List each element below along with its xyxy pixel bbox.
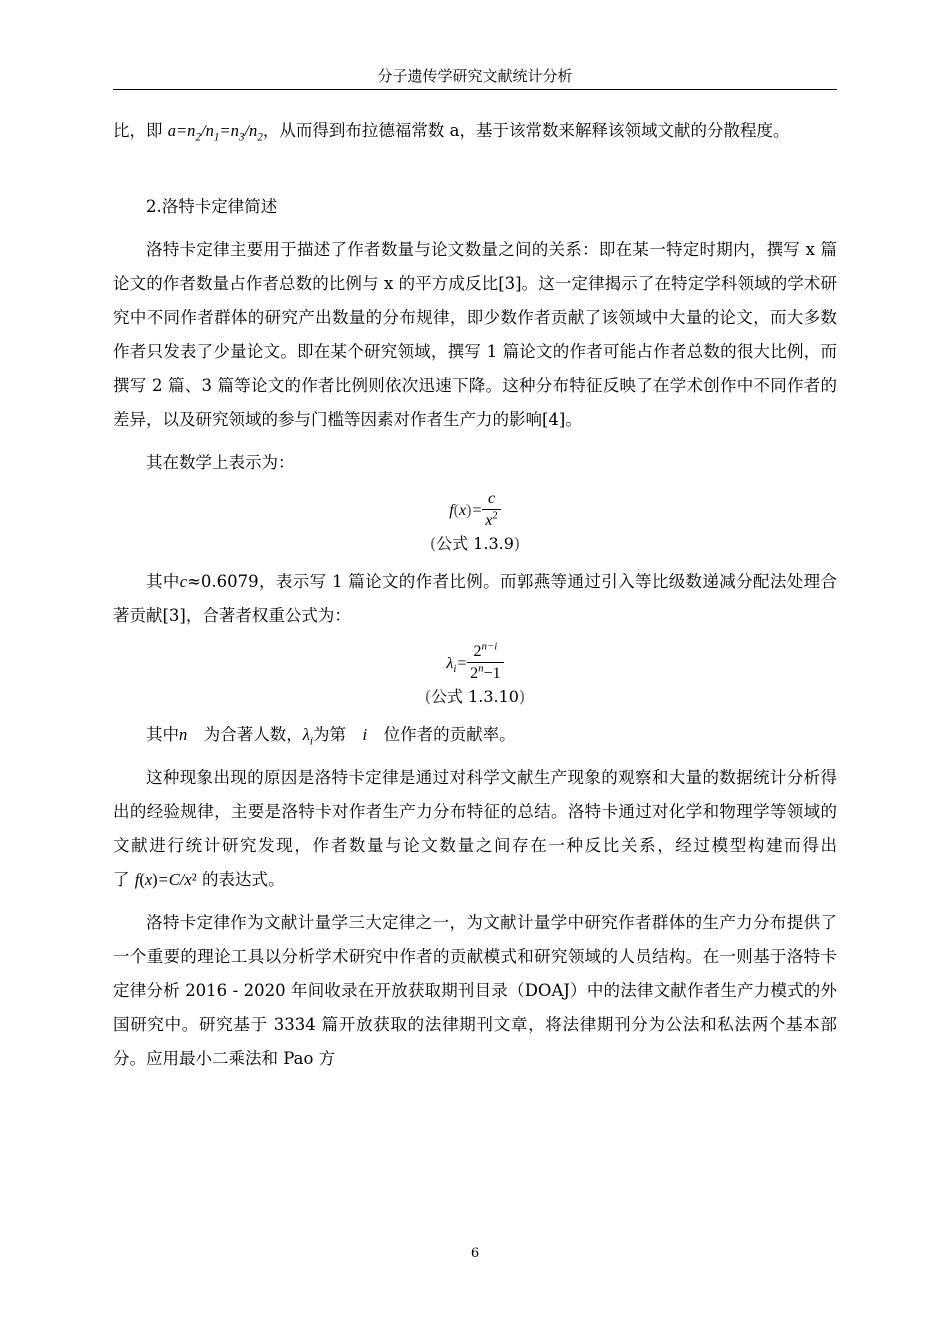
header-rule	[113, 89, 837, 90]
formula-weight: $\lambda_i=$ $\frac{2^{n-i}}{2^n-1}$	[113, 642, 837, 685]
paragraph-3: 其中c≈0.6079，表示写 1 篇论文的作者比例。而郭燕等通过引入等比级数递减分配法处理合著贡献[3]，合著者权重公式为：	[113, 572, 838, 625]
paragraph-5: 这种现象出现的原因是洛特卡定律是通过对科学文献生产现象的观察和大量的数据统计分析得出的经验规律，主要是洛特卡对作者生产力分布特征的总结。洛特卡通过对化学和物理学等领域的文献进行统计研究发现，作者数量与论文数量之间存在一种反比关系，经过模型构建而得出了 f(x)=C/x² 的表达式。	[113, 768, 837, 889]
paragraph-1: 洛特卡定律主要用于描述了作者数量与论文数量之间的关系：即在某一特定时期内，撰写 x 篇论文的作者数量占作者总数的比例与 x 的平方成反比[3]。这一定律揭示了在特定学科领域的学术研究中不同作者群体的研究产出数量的分布规律，即少数作者贡献了该领域中大量的论文，而大多数作者只发表了少量论文。即在某个研究领域，撰写 1 篇论文的作者可能占作者总数的很大比例，而撰写 2 篇、3 篇等论文的作者比例则依次迅速下降。这种分布特征反映了在学术创作中不同作者的差异，以及研究领域的参与门槛等因素对作者生产力的影响[4]。	[113, 240, 837, 429]
intro-suffix: ，从而得到布拉德福常数 a，基于该常数来解释该领域文献的分散程度。	[262, 121, 790, 140]
page-number: 6	[470, 1246, 480, 1261]
formula-lotka: f(x)= $\frac{c}{x^2}$	[113, 489, 837, 532]
paragraph-2: 其在数学上表示为：	[146, 453, 295, 472]
document-body	[113, 114, 837, 1076]
paragraph-6: 洛特卡定律作为文献计量学三大定律之一，为文献计量学中研究作者群体的生产力分布提供了一个重要的理论工具以分析学术研究中作者的贡献模式和研究领域的人员结构。在一则基于洛特卡定律分析 2016 - 2020 年间收录在开放获取期刊目录（DOAJ）中的法律文献作者生产力模式的外国研究中。研究基于 3334 篇开放获取的法律期刊文章，将法律期刊分为公法和私法两个基本部分。应用最小二乘法和 Pao 方	[113, 913, 837, 1068]
intro-prefix: 比，即	[113, 121, 163, 140]
paragraph-intro	[113, 114, 837, 148]
section-heading: 2.洛特卡定律简述	[146, 197, 278, 216]
formula-label-2: (公式 1.3.10)	[424, 687, 526, 706]
bradford-equation: $a=n_2/n_1=n_3/n_2$	[167, 121, 263, 144]
paragraph-4: 其中n 为合著人数，$\lambda_i$为第 i 位作者的贡献率。	[146, 725, 516, 748]
formula-label-1: (公式 1.3.9)	[429, 534, 521, 553]
running-header: 分子遗传学研究文献统计分析	[377, 67, 573, 85]
